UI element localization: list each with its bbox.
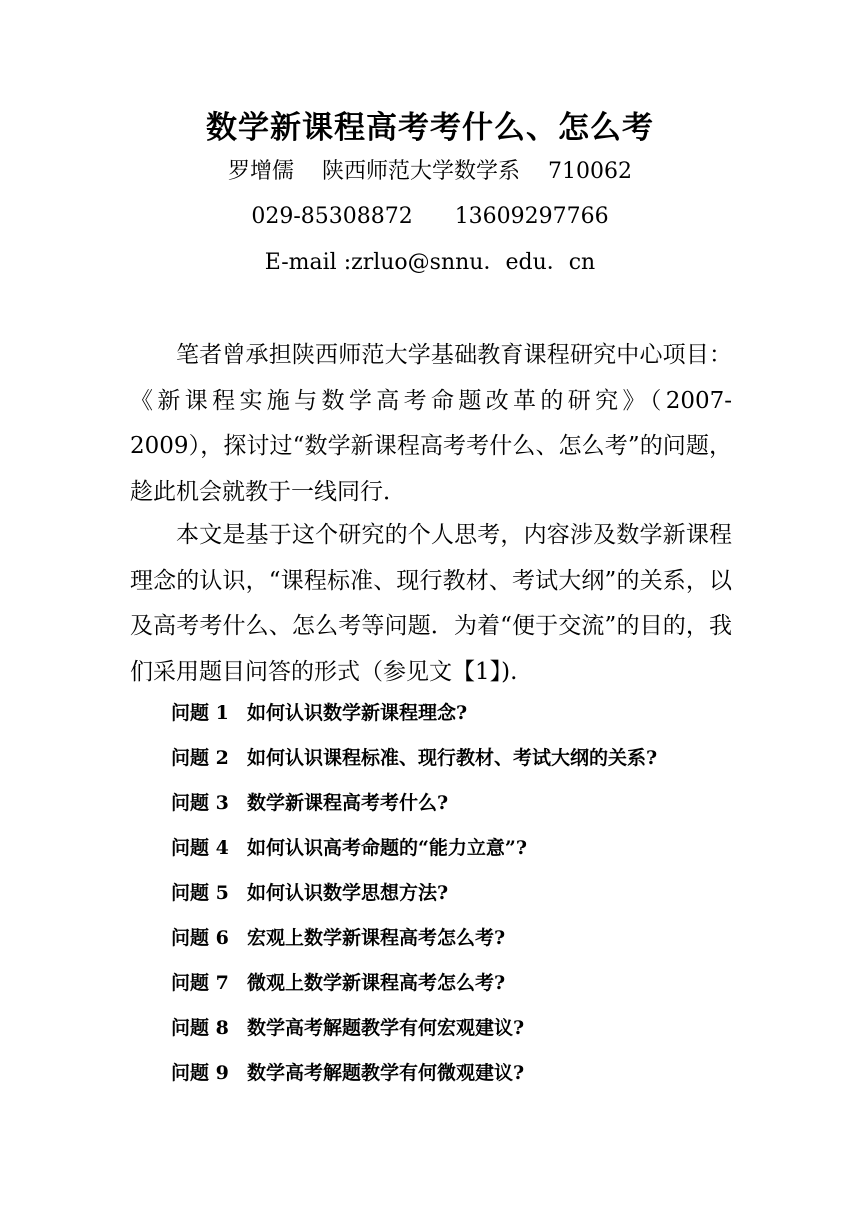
- question-number: 问题 7: [171, 972, 229, 994]
- question-item: [171, 830, 657, 875]
- question-text: 如何认识课程标准、现行教材、考试大纲的关系?: [247, 747, 658, 769]
- question-number: 问题 8: [171, 1017, 229, 1039]
- question-text: 如何认识数学新课程理念?: [247, 702, 468, 724]
- question-item: [171, 695, 657, 740]
- question-text: 如何认识高考命题的“能力立意”?: [247, 837, 527, 859]
- question-item: [171, 1010, 657, 1055]
- question-number: 问题 2: [171, 747, 229, 769]
- question-item: [171, 740, 657, 785]
- question-list: [171, 695, 657, 1100]
- document-title: 数学新课程高考考什么、怎么考: [206, 110, 654, 146]
- question-number: 问题 5: [171, 882, 229, 904]
- question-text: 数学高考解题教学有何宏观建议?: [247, 1017, 525, 1039]
- intro-paragraph-1: 笔者曾承担陕西师范大学基础教育课程研究中心项目：《新课程实施与数学高考命题改革的研究》（2007-2009），探讨过“数学新课程高考考什么、怎么考”的问题，趁此机会就教于一线同行．: [130, 342, 732, 505]
- question-item: [171, 965, 657, 1010]
- author-affiliation-line: 罗增儒 陕西师范大学数学系 710062: [228, 159, 632, 184]
- phone-numbers: 029-85308872 13609297766: [251, 204, 609, 229]
- question-item: [171, 1055, 657, 1100]
- question-number: 问题 9: [171, 1062, 229, 1084]
- question-number: 问题 4: [171, 837, 229, 859]
- question-item: [171, 785, 657, 830]
- question-text: 数学新课程高考考什么?: [247, 792, 449, 814]
- email-address: E-mail :zrluo@snnu．edu．cn: [264, 250, 596, 275]
- intro-paragraph-2: 本文是基于这个研究的个人思考，内容涉及数学新课程理念的认识，“课程标准、现行教材、考试大纲”的关系，以及高考考什么、怎么考等问题．为着“便于交流”的目的，我们采用题目问答的形式（参见文【1】).: [130, 522, 732, 685]
- question-number: 问题 1: [171, 702, 229, 724]
- question-text: 数学高考解题教学有何微观建议?: [247, 1062, 525, 1084]
- question-number: 问题 3: [171, 792, 229, 814]
- question-item: [171, 920, 657, 965]
- question-item: [171, 875, 657, 920]
- question-text: 微观上数学新课程高考怎么考?: [247, 972, 506, 994]
- question-number: 问题 6: [171, 927, 229, 949]
- question-text: 宏观上数学新课程高考怎么考?: [247, 927, 506, 949]
- question-text: 如何认识数学思想方法?: [247, 882, 449, 904]
